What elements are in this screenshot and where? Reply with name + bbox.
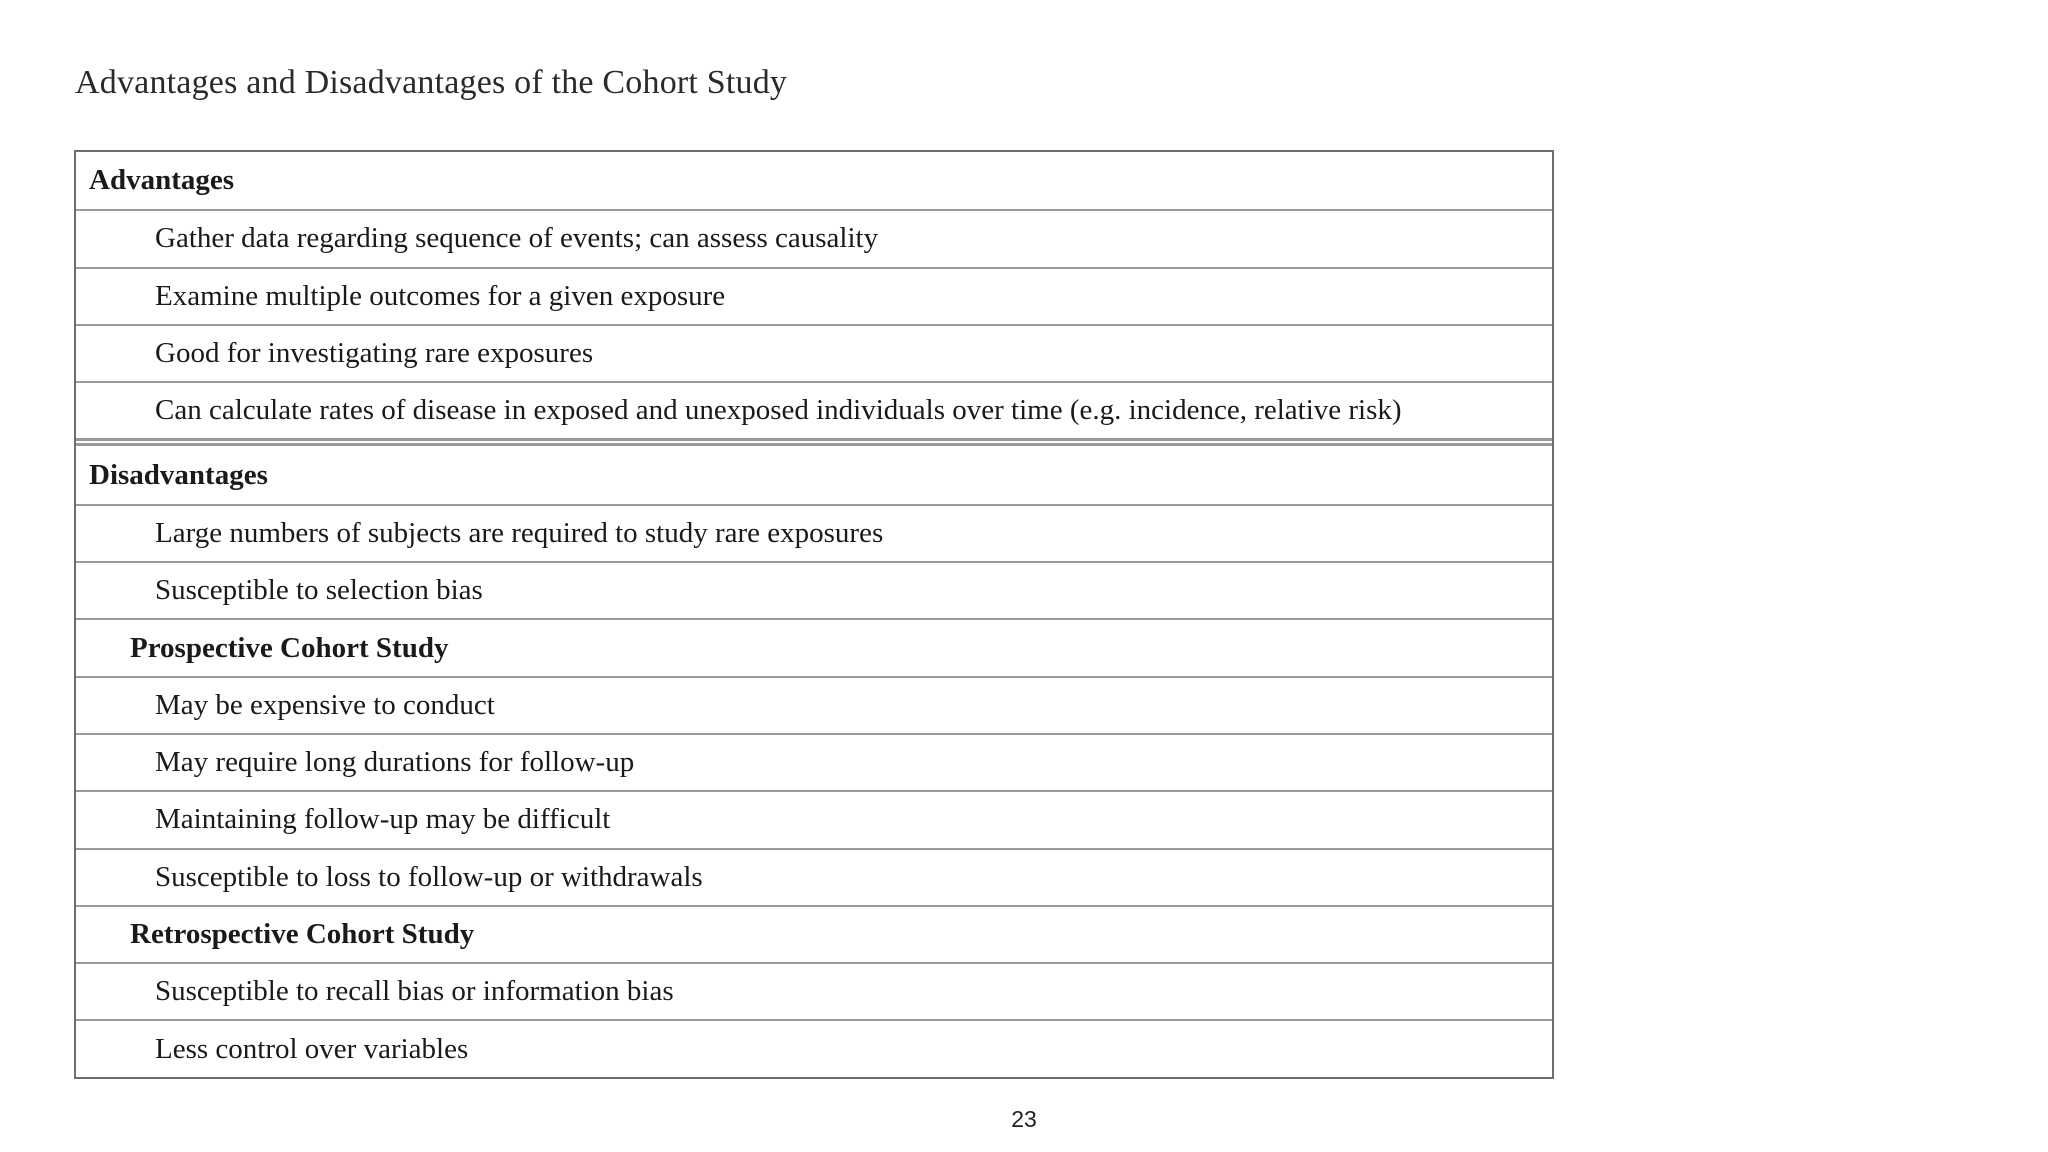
advantage-item: Gather data regarding sequence of events; can assess causality (76, 209, 1552, 266)
prospective-item: Susceptible to loss to follow-up or withdrawals (76, 848, 1552, 905)
prospective-item: May be expensive to conduct (76, 676, 1552, 733)
retrospective-cohort-heading: Retrospective Cohort Study (76, 905, 1552, 962)
disadvantages-section (76, 438, 1552, 1076)
advantage-item: Can calculate rates of disease in exposed and unexposed individuals over time (e.g. incidence, relative risk) (76, 381, 1552, 438)
prospective-item: May require long durations for follow-up (76, 733, 1552, 790)
advantages-heading: Advantages (89, 164, 235, 197)
disadvantages-heading: Disadvantages (89, 458, 268, 491)
disadvantage-item: Susceptible to selection bias (76, 561, 1552, 618)
retrospective-item: Less control over variables (76, 1019, 1552, 1076)
advantage-item: Examine multiple outcomes for a given exposure (76, 267, 1552, 324)
retrospective-item: Susceptible to recall bias or information bias (76, 962, 1552, 1019)
prospective-item: Maintaining follow-up may be difficult (76, 790, 1552, 847)
page-title: Advantages and Disadvantages of the Cohort Study (75, 64, 788, 101)
prospective-cohort-heading: Prospective Cohort Study (76, 618, 1552, 675)
disadvantage-item: Large numbers of subjects are required to study rare exposures (76, 504, 1552, 561)
page-number: 23 (1011, 1106, 1037, 1132)
comparison-table (74, 150, 1554, 1079)
advantage-item: Good for investigating rare exposures (76, 324, 1552, 381)
advantages-section (76, 152, 1552, 438)
